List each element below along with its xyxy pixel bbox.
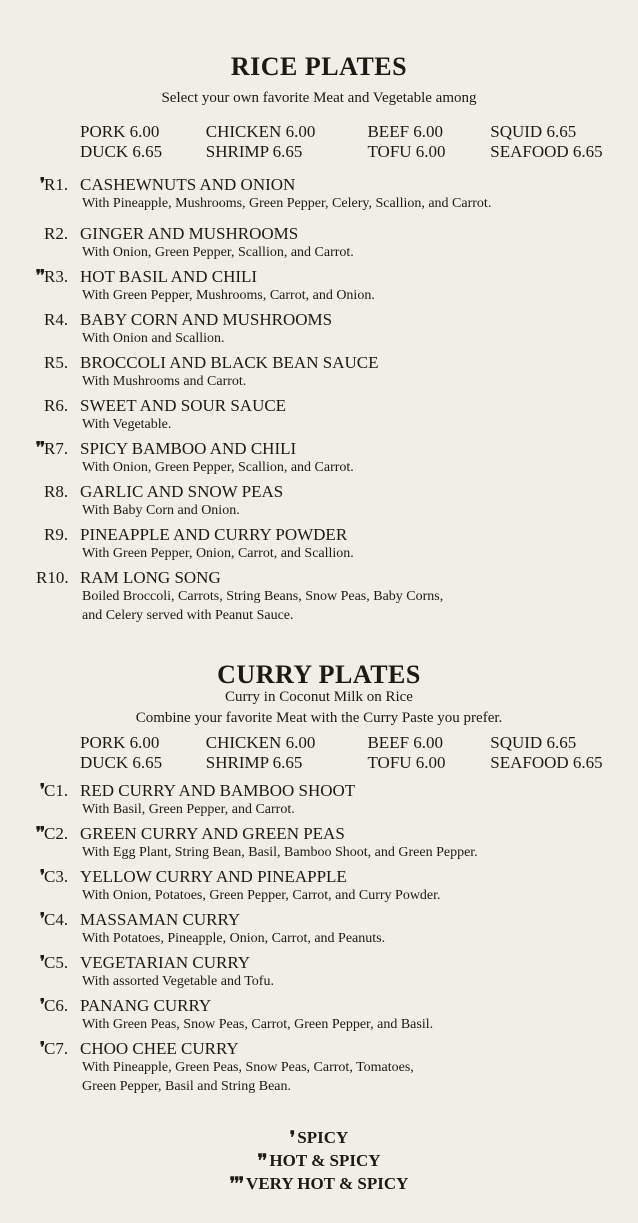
price-cell: TOFU 6.00: [367, 753, 446, 772]
item-code: C3.: [44, 867, 69, 886]
item-name: GINGER AND MUSHROOMS: [80, 224, 299, 243]
description-line: With Onion and Scallion.: [82, 331, 225, 346]
description-line: With Baby Corn and Onion.: [82, 503, 240, 518]
price-cell: DUCK 6.65: [80, 753, 163, 772]
price-cell: SEAFOOD 6.65: [490, 753, 603, 772]
price-cell: BEEF 6.00: [367, 733, 444, 752]
description-line: and Celery served with Peanut Sauce.: [82, 608, 294, 623]
item-description: [82, 1058, 622, 1096]
spice-legend: [0, 1126, 638, 1195]
item-description: [82, 587, 622, 625]
description-line: With Potatoes, Pineapple, Onion, Carrot, and Peanuts.: [82, 931, 386, 946]
price-cell: SHRIMP 6.65: [205, 753, 303, 772]
item-description: [82, 329, 622, 348]
item-description: [82, 544, 622, 563]
description-line: With Green Pepper, Onion, Carrot, and Scallion.: [82, 546, 354, 561]
item-description: [82, 929, 622, 948]
legend-spicy: [0, 1126, 638, 1149]
description-line: With Onion, Potatoes, Green Pepper, Carrot, and Curry Powder.: [82, 888, 441, 903]
rice-plates-subtitle: Select your own favorite Meat and Vegetable among: [161, 90, 477, 106]
legend-label: SPICY: [297, 1128, 349, 1147]
item-description: [82, 458, 622, 477]
pepper-icon: ❜: [39, 782, 44, 799]
item-name: CASHEWNUTS AND ONION: [80, 175, 296, 194]
item-name: GARLIC AND SNOW PEAS: [80, 482, 284, 501]
price-cell: CHICKEN 6.00: [205, 122, 316, 141]
description-line: With Egg Plant, String Bean, Basil, Bamboo Shoot, and Green Pepper.: [82, 845, 478, 860]
item-description: [82, 372, 622, 391]
item-description: [82, 194, 622, 213]
item-code: R2.: [44, 224, 69, 243]
description-line: With Green Pepper, Mushrooms, Carrot, and Onion.: [82, 288, 375, 303]
legend-label: VERY HOT & SPICY: [246, 1174, 409, 1193]
curry-plates-subtitle: Curry in Coconut Milk on Rice: [225, 689, 413, 705]
price-row: [80, 733, 630, 753]
item-name: RED CURRY AND BAMBOO SHOOT: [80, 781, 356, 800]
description-line: With Mushrooms and Carrot.: [82, 374, 247, 389]
curry-price-table: [80, 733, 630, 773]
legend-label: HOT & SPICY: [269, 1151, 381, 1170]
item-name: GREEN CURRY AND GREEN PEAS: [80, 824, 345, 843]
pepper-icon: ❜: [289, 1128, 295, 1147]
item-name: PANANG CURRY: [80, 996, 212, 1015]
item-description: [82, 800, 622, 819]
price-cell: DUCK 6.65: [80, 142, 163, 161]
description-line: With Vegetable.: [82, 417, 172, 432]
item-code: C5.: [44, 953, 69, 972]
pepper-icon: ❜❜❜: [229, 1174, 244, 1193]
item-description: [82, 1015, 622, 1034]
description-line: Boiled Broccoli, Carrots, String Beans, Snow Peas, Baby Corns,: [82, 589, 444, 604]
curry-plates-instructions: Combine your favorite Meat with the Curry Paste you prefer.: [135, 710, 503, 726]
pepper-icon: ❜: [39, 954, 44, 971]
item-name: BROCCOLI AND BLACK BEAN SAUCE: [80, 353, 379, 372]
price-cell: TOFU 6.00: [367, 142, 446, 161]
pepper-icon: ❜❜: [35, 268, 44, 285]
item-code: R10.: [36, 568, 69, 587]
item-code: R6.: [44, 396, 69, 415]
item-name: RAM LONG SONG: [80, 568, 221, 587]
item-description: [82, 243, 622, 262]
item-name: MASSAMAN CURRY: [80, 910, 241, 929]
price-cell: SQUID 6.65: [490, 122, 577, 141]
price-cell: PORK 6.00: [80, 733, 160, 752]
item-code: R1.: [44, 175, 69, 194]
item-code: R9.: [44, 525, 69, 544]
pepper-icon: ❜❜: [35, 825, 44, 842]
item-code: C4.: [44, 910, 69, 929]
price-cell: SHRIMP 6.65: [205, 142, 303, 161]
description-line: With Pineapple, Green Peas, Snow Peas, Carrot, Tomatoes,: [82, 1060, 414, 1075]
pepper-icon: ❜❜: [257, 1151, 267, 1170]
price-row: [80, 122, 630, 142]
description-line: With Pineapple, Mushrooms, Green Pepper, Celery, Scallion, and Carrot.: [82, 196, 492, 211]
item-name: YELLOW CURRY AND PINEAPPLE: [80, 867, 347, 886]
pepper-icon: ❜: [39, 911, 44, 928]
price-cell: BEEF 6.00: [367, 122, 444, 141]
description-line: With assorted Vegetable and Tofu.: [82, 974, 274, 989]
item-name: HOT BASIL AND CHILI: [80, 267, 258, 286]
price-cell: SEAFOOD 6.65: [490, 142, 603, 161]
price-cell: PORK 6.00: [80, 122, 160, 141]
item-description: [82, 501, 622, 520]
pepper-icon: ❜❜: [35, 440, 44, 457]
description-line: With Basil, Green Pepper, and Carrot.: [82, 802, 295, 817]
item-code: R4.: [44, 310, 69, 329]
item-description: [82, 843, 622, 862]
legend-very-hot-spicy: [0, 1172, 638, 1195]
item-code: C1.: [44, 781, 69, 800]
item-code: C7.: [44, 1039, 69, 1058]
item-description: [82, 286, 622, 305]
item-code: R8.: [44, 482, 69, 501]
curry-plates-title: CURRY PLATES: [217, 660, 421, 689]
price-row: [80, 142, 630, 162]
item-code: R3.: [44, 267, 69, 286]
price-cell: SQUID 6.65: [490, 733, 577, 752]
item-name: BABY CORN AND MUSHROOMS: [80, 310, 333, 329]
description-line: With Green Peas, Snow Peas, Carrot, Green Pepper, and Basil.: [82, 1017, 434, 1032]
description-line: With Onion, Green Pepper, Scallion, and Carrot.: [82, 460, 354, 475]
price-row: [80, 753, 630, 773]
pepper-icon: ❜: [39, 868, 44, 885]
item-code: R5.: [44, 353, 69, 372]
pepper-icon: ❜: [39, 1040, 44, 1057]
item-name: VEGETARIAN CURRY: [80, 953, 251, 972]
item-description: [82, 415, 622, 434]
rice-plates-title: RICE PLATES: [230, 52, 408, 81]
price-cell: CHICKEN 6.00: [205, 733, 316, 752]
item-description: [82, 972, 622, 991]
rice-price-table: [80, 122, 630, 162]
legend-hot-spicy: [0, 1149, 638, 1172]
description-line: Green Pepper, Basil and String Bean.: [82, 1079, 292, 1094]
description-line: With Onion, Green Pepper, Scallion, and Carrot.: [82, 245, 354, 260]
item-description: [82, 886, 622, 905]
item-name: SWEET AND SOUR SAUCE: [80, 396, 287, 415]
item-name: SPICY BAMBOO AND CHILI: [80, 439, 297, 458]
pepper-icon: ❜: [39, 176, 44, 193]
item-code: C2.: [44, 824, 69, 843]
pepper-icon: ❜: [39, 997, 44, 1014]
item-code: R7.: [44, 439, 69, 458]
item-name: PINEAPPLE AND CURRY POWDER: [80, 525, 348, 544]
item-name: CHOO CHEE CURRY: [80, 1039, 239, 1058]
item-code: C6.: [44, 996, 69, 1015]
